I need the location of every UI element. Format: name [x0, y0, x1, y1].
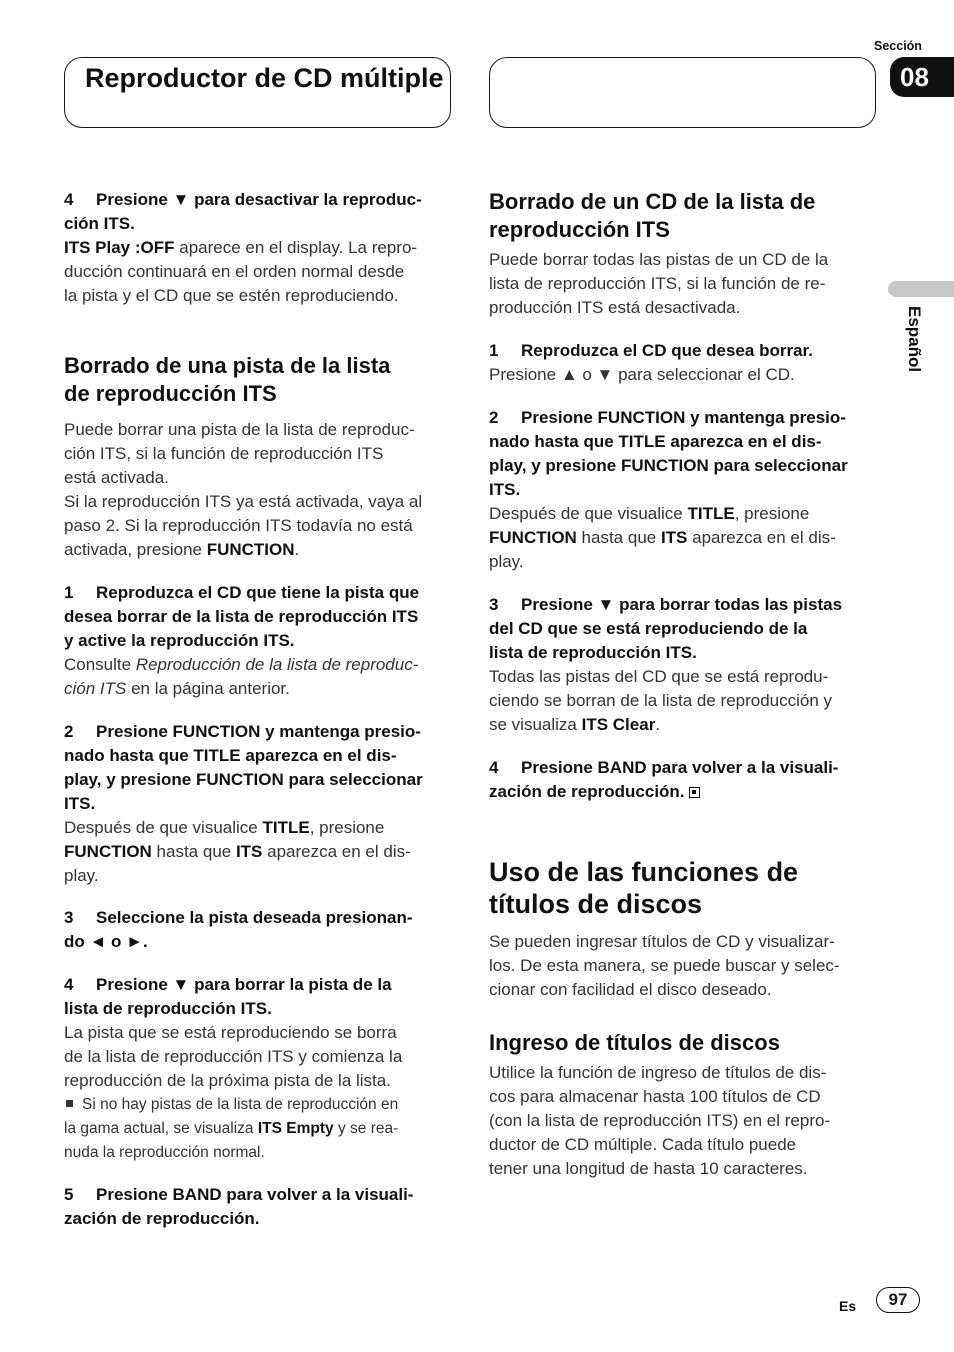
step-3-heading: 3 Presione ▼ para borrar todas las pistas — [489, 595, 843, 614]
heading-entering-titles: Ingreso de títulos de discos — [489, 1030, 780, 1055]
step-4-heading: 4 Presione ▼ para desactivar la reproduc- — [64, 190, 422, 209]
step-3-heading: 3 Seleccione la pista deseada presionan- — [64, 908, 413, 927]
section-title: Reproductor de CD múltiple — [85, 63, 444, 93]
section-label: Sección — [874, 39, 922, 53]
step-2-heading: 2 Presione FUNCTION y mantenga presio- — [489, 408, 846, 427]
language-label: Español — [905, 306, 924, 373]
heading-delete-track: Borrado de una pista de la lista de reproducción ITS — [64, 353, 391, 406]
right-column: Borrado de un CD de la lista de reproducción ITS Puede borrar todas las pistas de un CD de la lista de reproducción ITS, si la función de re- producción ITS está desactivada. 1 Reproduzca el CD que desea borrar. Presione ▲ o ▼ para seleccionar el CD. 2 Presione FUNCTION y mantenga presio- nado hasta que TITLE aparezca en el dis- play, y presione FUNCTION para seleccionar ITS. Después de que visualice TITLE, presione FUNCTION hasta que ITS aparezca en el dis- play. 3 Presione ▼ para borrar todas las pistas del CD que se está reproduciendo de la lista de reproducción ITS. Todas las pistas del CD que se está reprodu- ciendo se borran de la lista de reproducción y se visualiza ITS Clear. 4 Presione BAND para volver a la visuali- zación de reproducción. Uso de las funciones de títulos de discos Se pueden ingresar títulos de CD y visualizar- los. De esta manera, se puede buscar y selec- cionar con facilidad el disco deseado. Ingreso de títulos de discos Utilice la función de ingreso de títulos de dis- cos para almacenar hasta 100 títulos de CD (con la lista de reproducción ITS) en el repro- ductor de CD múltiple. Cada título puede tener una longitud de hasta 10 caracteres. — [489, 188, 881, 1181]
intro-paragraph: Puede borrar todas las pistas de un CD de la — [489, 250, 829, 269]
step-2-heading: 2 Presione FUNCTION y mantenga presio- — [64, 722, 421, 741]
section-number: 08 — [890, 57, 954, 97]
page-number: 97 — [876, 1287, 920, 1313]
section-title-box — [64, 57, 451, 128]
intro-paragraph: Puede borrar una pista de la lista de reproduc- — [64, 420, 415, 439]
step-1-heading: 1 Reproduzca el CD que desea borrar. — [489, 341, 813, 360]
left-column: 4 Presione ▼ para desactivar la reproduc- ción ITS. ITS Play :OFF aparece en el display. La repro- ducción continuará en el orden normal desde la pista y el CD que se estén reproduciendo. Borrado de una pista de la lista de reproducción ITS Puede borrar una pista de la lista de reproduc- ción ITS, si la función de reproducción ITS está activada. Si la reproducción ITS ya está activada, vaya al paso 2. Si la reproducción ITS todavía no está activada, presione FUNCTION. 1 Reproduzca el CD que tiene la pista que desea borrar de la lista de reproducción ITS y active la reproducción ITS. Consulte Reproducción de la lista de reproduc- ción ITS en la página anterior. 2 Presione FUNCTION y mantenga presio- nado hasta que TITLE aparezca en el dis- play, y presione FUNCTION para seleccionar ITS. Después de que visualice TITLE, presione FUNCTION hasta que ITS aparezca en el dis- play. 3 Seleccione la pista deseada presionan- do ◄ o ►. 4 Presione ▼ para borrar la pista de la lista de reproducción ITS. La pista que se está reproduciendo se borra de la lista de reproducción ITS y comienza la reproducción de la próxima pista de la lista. Si no hay pistas de la lista de reproducción en la gama actual, se visualiza ITS Empty y se rea- nuda la reproducción normal. 5 Presione BAND para volver a la visuali- zación de reproducción. — [64, 188, 456, 1231]
step-4b-body: La pista que se está reproduciendo se borra — [64, 1023, 397, 1042]
right-header-box — [489, 57, 876, 128]
footer-language: Es — [839, 1298, 857, 1314]
step-2-body: Después de que visualice TITLE, presione — [489, 504, 810, 523]
step-5-heading: 5 Presione BAND para volver a la visuali- — [64, 1185, 414, 1204]
bullet-square-icon — [66, 1100, 73, 1107]
step-4-body: ITS Play :OFF aparece en el display. La repro- — [64, 238, 418, 257]
step-4b-heading: 4 Presione ▼ para borrar la pista de la — [64, 975, 392, 994]
end-mark-icon — [689, 787, 700, 798]
step-1-body: Consulte Reproducción de la lista de reproduc- — [64, 655, 419, 674]
step-4-heading: 4 Presione BAND para volver a la visuali- — [489, 758, 839, 777]
entering-titles-body: Utilice la función de ingreso de títulos de dis- — [489, 1063, 827, 1082]
heading-disc-titles: Uso de las funciones de títulos de discos — [489, 857, 799, 919]
step-3-body: Todas las pistas del CD que se está reprodu- — [489, 667, 829, 686]
language-tab — [888, 281, 954, 297]
disc-titles-intro: Se pueden ingresar títulos de CD y visualizar- — [489, 932, 835, 951]
step-1-heading: 1 Reproduzca el CD que tiene la pista que — [64, 583, 420, 602]
step-2-body: Después de que visualice TITLE, presione — [64, 818, 385, 837]
heading-delete-cd: Borrado de un CD de la lista de reproducción ITS — [489, 189, 816, 242]
step-1-body: Presione ▲ o ▼ para seleccionar el CD. — [489, 365, 795, 384]
note: Si no hay pistas de la lista de reproducción en — [64, 1093, 456, 1117]
